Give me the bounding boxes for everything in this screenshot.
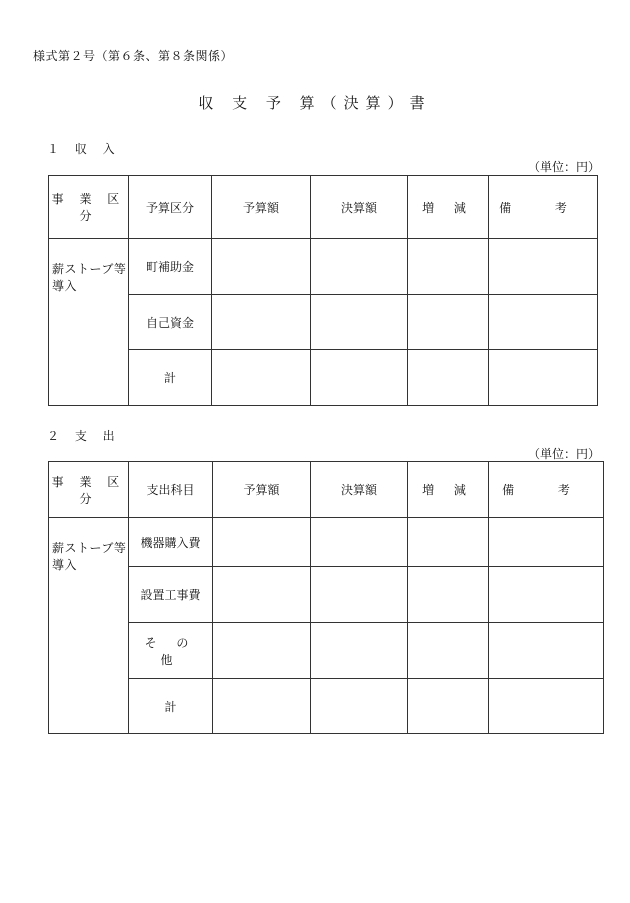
expense-settlement-cell[interactable] xyxy=(311,567,408,623)
income-header-change: 増 減 xyxy=(408,176,489,239)
expense-header-settlement-amount: 決算額 xyxy=(311,462,408,518)
expense-remarks-cell[interactable] xyxy=(489,518,604,567)
income-budget-cell[interactable] xyxy=(212,239,311,295)
income-header-settlement-amount: 決算額 xyxy=(311,176,408,239)
expense-remarks-cell[interactable] xyxy=(489,679,604,734)
income-business-category-cell: 薪ストーブ等導入 xyxy=(49,239,129,406)
expense-budget-cell[interactable] xyxy=(213,679,311,734)
expense-business-category-cell: 薪ストーブ等導入 xyxy=(49,518,129,734)
income-settlement-cell[interactable] xyxy=(311,239,408,295)
document-title: 収 支 予 算（決算）書 xyxy=(198,94,432,112)
income-change-cell[interactable] xyxy=(408,239,489,295)
expense-row xyxy=(49,518,604,567)
expense-change-cell[interactable] xyxy=(408,623,489,679)
expense-settlement-cell[interactable] xyxy=(311,518,408,567)
income-table xyxy=(48,175,598,406)
expense-row xyxy=(49,623,604,679)
income-row-label: 計 xyxy=(129,350,212,406)
income-settlement-cell[interactable] xyxy=(311,295,408,350)
income-budget-cell[interactable] xyxy=(212,295,311,350)
expense-remarks-cell[interactable] xyxy=(489,623,604,679)
income-row-label: 自己資金 xyxy=(129,295,212,350)
expense-change-cell[interactable] xyxy=(408,518,489,567)
income-change-cell[interactable] xyxy=(408,295,489,350)
expense-settlement-cell[interactable] xyxy=(311,623,408,679)
expense-row xyxy=(49,567,604,623)
income-row xyxy=(49,295,598,350)
expense-header-business-category: 事 業 区 分 xyxy=(49,462,129,518)
income-header-remarks: 備 考 xyxy=(489,176,598,239)
expense-header-budget-amount: 予算額 xyxy=(213,462,311,518)
expense-budget-cell[interactable] xyxy=(213,623,311,679)
expense-header-row xyxy=(49,462,604,518)
income-remarks-cell[interactable] xyxy=(489,295,598,350)
expense-header-remarks: 備 考 xyxy=(489,462,604,518)
income-row-label: 町補助金 xyxy=(129,239,212,295)
income-total-row xyxy=(49,350,598,406)
form-number: 様式第２号（第６条、第８条関係） xyxy=(33,49,234,63)
income-header-budget-amount: 予算額 xyxy=(212,176,311,239)
expense-unit-label: （単位：円） xyxy=(527,447,600,461)
expense-table xyxy=(48,461,604,734)
expense-header-change: 増 減 xyxy=(408,462,489,518)
income-header-business-category: 事 業 区 分 xyxy=(49,176,129,239)
expense-change-cell[interactable] xyxy=(408,679,489,734)
expense-row-label: 機器購入費 xyxy=(129,518,213,567)
income-unit-label: （単位：円） xyxy=(527,160,600,174)
income-header-row xyxy=(49,176,598,239)
expense-row-label: 設置工事費 xyxy=(129,567,213,623)
expense-header-expense-item: 支出科目 xyxy=(129,462,213,518)
income-header-budget-category: 予算区分 xyxy=(129,176,212,239)
income-heading: １ 収 入 xyxy=(47,142,121,156)
income-budget-cell[interactable] xyxy=(212,350,311,406)
expense-row-label: 計 xyxy=(129,679,213,734)
expense-heading: ２ 支 出 xyxy=(47,429,121,443)
expense-total-row xyxy=(49,679,604,734)
income-row xyxy=(49,239,598,295)
income-remarks-cell[interactable] xyxy=(489,350,598,406)
income-change-cell[interactable] xyxy=(408,350,489,406)
income-settlement-cell[interactable] xyxy=(311,350,408,406)
expense-row-label: そ の 他 xyxy=(129,623,213,679)
expense-budget-cell[interactable] xyxy=(213,567,311,623)
income-remarks-cell[interactable] xyxy=(489,239,598,295)
expense-budget-cell[interactable] xyxy=(213,518,311,567)
expense-settlement-cell[interactable] xyxy=(311,679,408,734)
expense-change-cell[interactable] xyxy=(408,567,489,623)
expense-remarks-cell[interactable] xyxy=(489,567,604,623)
